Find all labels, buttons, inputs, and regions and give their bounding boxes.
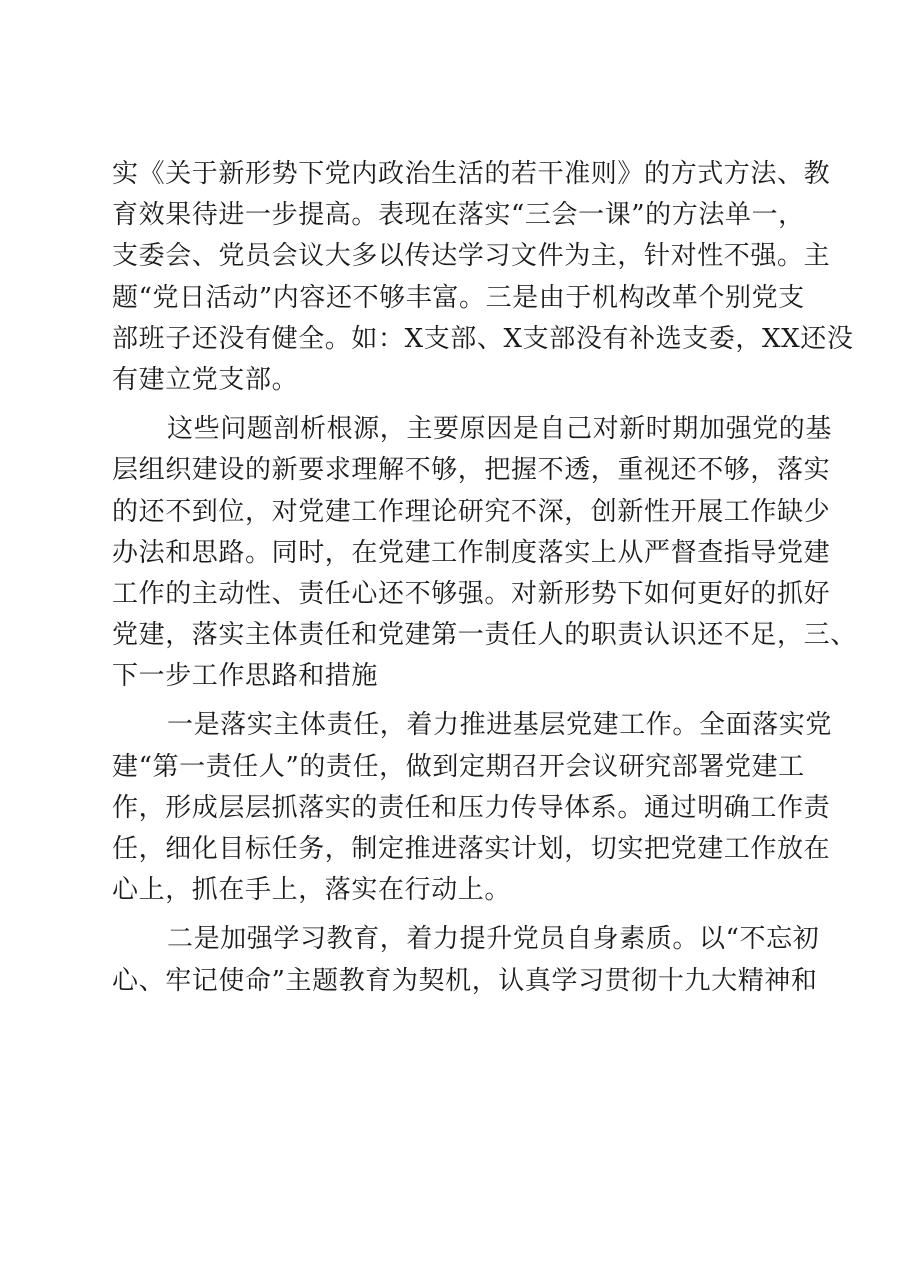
text-line: 这些问题剖析根源，主要原因是自己对新时期加强党的基 xyxy=(167,414,833,445)
text-line: 下一步工作思路和措施 xyxy=(112,661,379,692)
paragraph-spacer xyxy=(112,401,802,409)
text-line: 的还不到位，对党建工作理论研究不深，创新性开展工作缺少 xyxy=(112,496,831,527)
text-line: 育效果待进一步提高。表现在落实“三会一课”的方法单一， xyxy=(112,200,805,231)
paragraph-1 xyxy=(112,154,854,401)
text-line: 心、牢记使命”主题教育为契机，认真学习贯彻十九大精神和 xyxy=(112,965,818,996)
text-line: 工作的主动性、责任心还不够强。对新形势下如何更好的抓好 xyxy=(112,578,831,609)
text-line: 部班子还没有健全。如：X支部、X支部没有补选支委，XX还没 xyxy=(112,323,854,354)
text-line: 支委会、党员会议大多以传达学习文件为主，针对性不强。主 xyxy=(112,241,831,272)
text-line: 任，细化目标任务，制定推进落实计划，切实把党建工作放在 xyxy=(112,834,831,864)
text-line: 办法和思路。同时，在党建工作制度落实上从严督查指导党建 xyxy=(112,537,831,568)
text-line: 二是加强学习教育，着力提升党员自身素质。以“不忘初 xyxy=(167,924,820,955)
paragraph-2 xyxy=(112,409,857,697)
text-line: 建“第一责任人”的责任，做到定期召开会议研究部署党建工 xyxy=(112,751,805,782)
text-line: 作，形成层层抓落实的责任和压力传导体系。通过明确工作责 xyxy=(112,792,831,823)
text-line: 层组织建设的新要求理解不够，把握不透，重视还不够，落实 xyxy=(112,455,831,486)
text-line: 实《关于新形势下党内政治生活的若干准则》的方式方法、教 xyxy=(112,159,831,189)
document-body xyxy=(112,154,857,1002)
text-line: 有建立党支部。 xyxy=(112,364,299,395)
paragraph-spacer xyxy=(112,697,802,705)
text-line: 党建，落实主体责任和党建第一责任人的职责认识还不足，三、 xyxy=(112,620,857,651)
paragraph-4 xyxy=(112,919,820,1001)
paragraph-3 xyxy=(112,705,833,911)
text-line: 心上，抓在手上，落实在行动上。 xyxy=(112,875,512,906)
text-line: 一是落实主体责任，着力推进基层党建工作。全面落实党 xyxy=(167,710,833,741)
text-line: 题“党日活动”内容还不够丰富。三是由于机构改革个别党支 xyxy=(112,282,805,313)
paragraph-spacer xyxy=(112,911,802,919)
